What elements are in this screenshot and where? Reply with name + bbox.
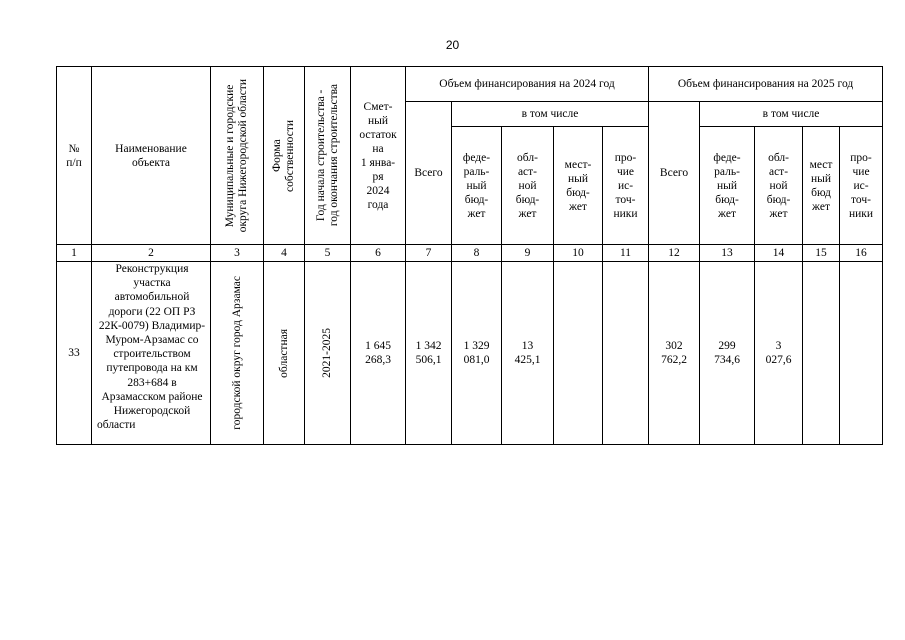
col-number: 11	[603, 245, 649, 262]
header-mun-2024: мест- ный бюд- жет	[554, 127, 603, 245]
col-number: 3	[211, 245, 264, 262]
col-number: 12	[649, 245, 700, 262]
row-other-2024	[603, 262, 649, 445]
row-num: 33	[57, 262, 92, 445]
row-reg-2024: 13 425,1	[502, 262, 554, 445]
table-row	[57, 262, 883, 445]
header-fin-2024: Объем финансирования на 2024 год	[406, 67, 649, 102]
row-estimate-remainder: 1 645 268,3	[351, 262, 406, 445]
header-fed-2024: феде- раль- ный бюд- жет	[452, 127, 502, 245]
header-fin-2025: Объем финансирования на 2025 год	[649, 67, 883, 102]
header-municipality: Муниципальные и городские округа Нижегородской области	[211, 67, 264, 245]
col-number: 15	[803, 245, 840, 262]
header-estimate: Смет- ный остаток на 1 янва- ря 2024 года	[351, 67, 406, 245]
row-ownership: областная	[264, 262, 305, 445]
header-total-2024: Всего	[406, 102, 452, 245]
header-ownership: Форма собственности	[264, 67, 305, 245]
row-object-name: Реконструкция участка автомобильной дороги (22 ОП РЗ 22К-0079) Владимир-Муром-Арзамас со строительством путепровода на км 283+684 в Арзамасском районе Нижегородской области	[92, 262, 211, 445]
col-number: 8	[452, 245, 502, 262]
header-total-2025: Всего	[649, 102, 700, 245]
col-number: 5	[305, 245, 351, 262]
row-total-2025: 302 762,2	[649, 262, 700, 445]
col-number: 7	[406, 245, 452, 262]
financing-table	[56, 66, 883, 445]
header-other-2025: про- чие ис- точ- ники	[840, 127, 883, 245]
row-years: 2021-2025	[305, 262, 351, 445]
header-reg-2024: обл- аст- ной бюд- жет	[502, 127, 554, 245]
row-mun-2025	[803, 262, 840, 445]
header-reg-2025: обл- аст- ной бюд- жет	[755, 127, 803, 245]
col-number: 9	[502, 245, 554, 262]
header-num: № п/п	[57, 67, 92, 245]
col-number: 14	[755, 245, 803, 262]
row-fed-2024: 1 329 081,0	[452, 262, 502, 445]
col-number: 10	[554, 245, 603, 262]
col-number: 16	[840, 245, 883, 262]
row-mun-2024	[554, 262, 603, 445]
row-other-2025	[840, 262, 883, 445]
col-number: 4	[264, 245, 305, 262]
row-municipality: городской округ город Арзамас	[211, 262, 264, 445]
col-number: 13	[700, 245, 755, 262]
header-incl-2024: в том числе	[452, 102, 649, 127]
header-mun-2025: мест ный бюд жет	[803, 127, 840, 245]
col-number: 1	[57, 245, 92, 262]
page-number: 20	[445, 38, 460, 52]
header-years: Год начала строительства - год окончания строительства	[305, 67, 351, 245]
header-incl-2025: в том числе	[700, 102, 883, 127]
header-fed-2025: феде- раль- ный бюд- жет	[700, 127, 755, 245]
row-fed-2025: 299 734,6	[700, 262, 755, 445]
header-other-2024: про- чие ис- точ- ники	[603, 127, 649, 245]
header-name: Наименование объекта	[92, 67, 211, 245]
col-number: 6	[351, 245, 406, 262]
row-reg-2025: 3 027,6	[755, 262, 803, 445]
col-number: 2	[92, 245, 211, 262]
row-total-2024: 1 342 506,1	[406, 262, 452, 445]
column-number-row	[57, 245, 883, 262]
